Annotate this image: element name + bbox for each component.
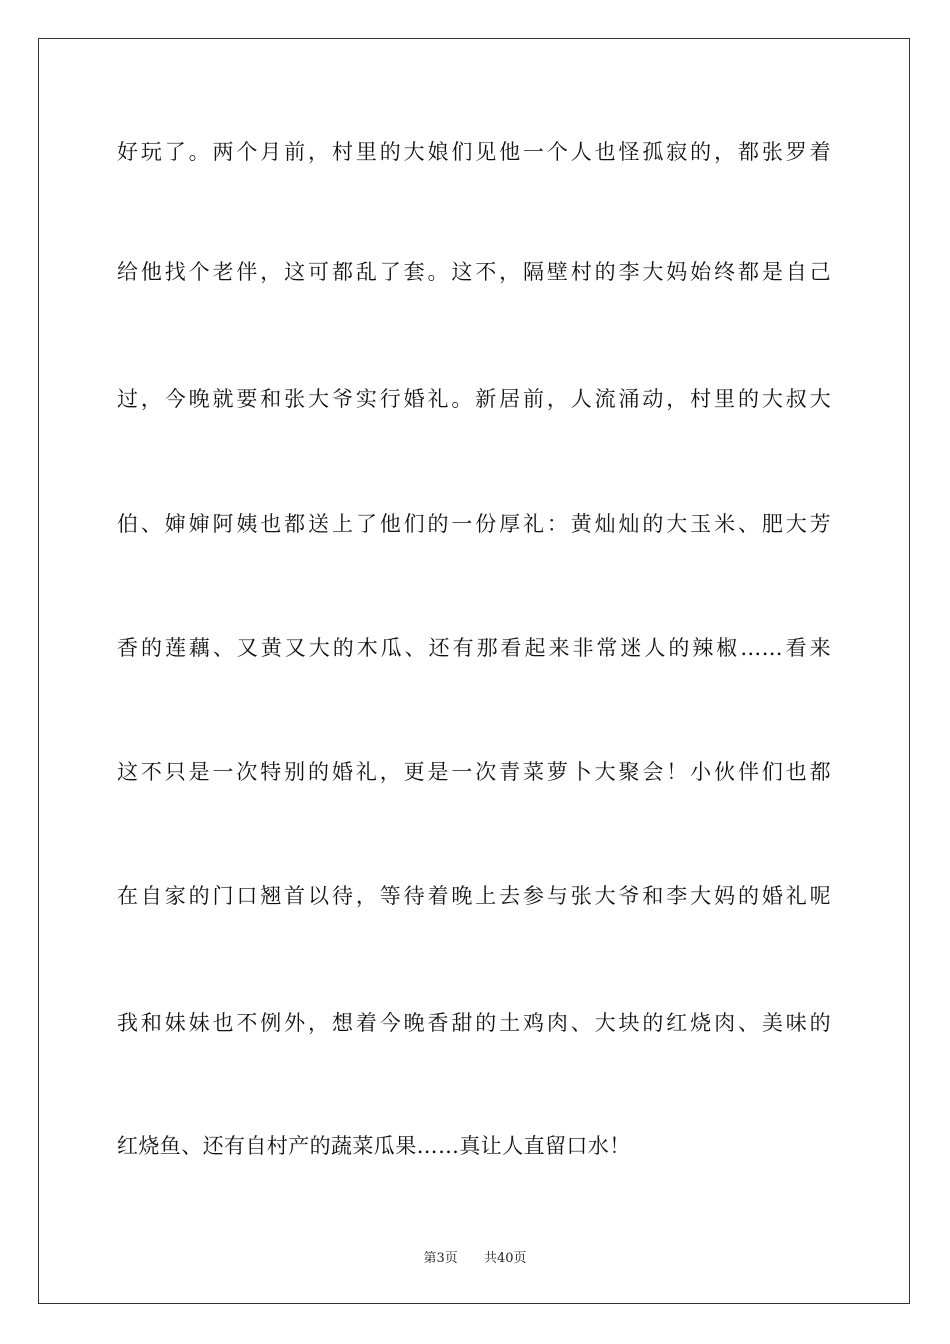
total-page-count: 共40页 (484, 1251, 527, 1266)
text-line-7: 在自家的门口翘首以待，等待着晚上去参与张大爷和李大妈的婚礼呢 (117, 884, 831, 908)
page-border (38, 38, 910, 1304)
text-line-1: 好玩了。两个月前，村里的大娘们见他一个人也怪孤寂的，都张罗着 (117, 140, 831, 164)
page-footer (0, 1247, 950, 1266)
text-line-3: 过，今晚就要和张大爷实行婚礼。新居前，人流涌动，村里的大叔大 (117, 387, 831, 411)
current-page-number: 第3页 (423, 1251, 458, 1266)
text-line-9: 红烧鱼、还有自村产的蔬菜瓜果……真让人直留口水！ (117, 1134, 631, 1158)
text-line-4: 伯、婶婶阿姨也都送上了他们的一份厚礼：黄灿灿的大玉米、肥大芳 (117, 512, 831, 536)
text-line-2: 给他找个老伴，这可都乱了套。这不，隔壁村的李大妈始终都是自己 (117, 260, 831, 284)
text-line-8: 我和妹妹也不例外，想着今晚香甜的土鸡肉、大块的红烧肉、美味的 (117, 1011, 831, 1035)
text-line-6: 这不只是一次特别的婚礼，更是一次青菜萝卜大聚会！小伙伴们也都 (117, 760, 831, 784)
text-line-5: 香的莲藕、又黄又大的木瓜、还有那看起来非常迷人的辣椒……看来 (117, 636, 831, 660)
